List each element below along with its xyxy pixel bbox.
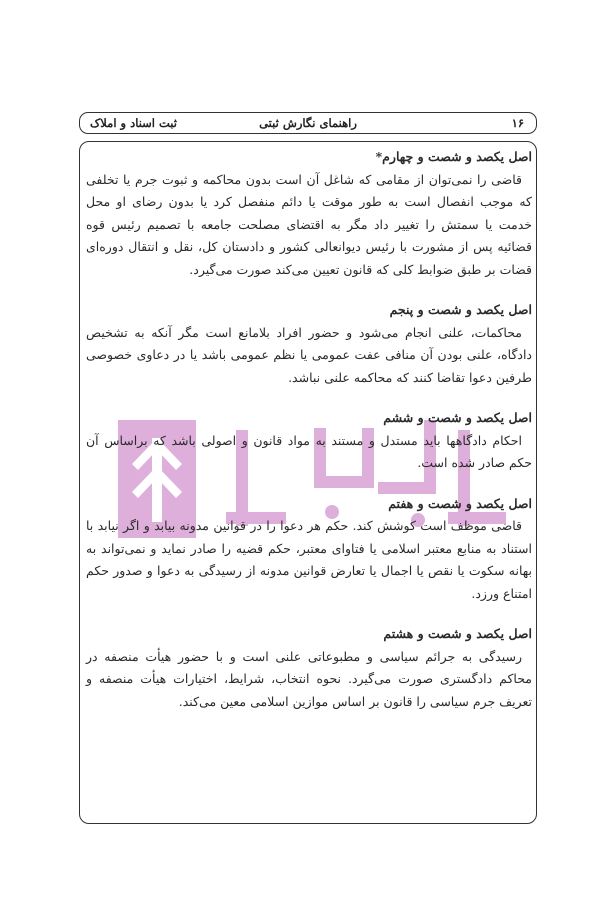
article [86,299,532,389]
article [86,493,532,606]
article-text: قاضی را نمی‌توان از مقامی که شاغل آن است بدون محاکمه و ثبوت جرم یا تخلفی که موجب انفصال است به طور موقت یا دائم منفصل کرد یا بدون رضای او محل خدمت یا سمتش را تغییر داد مگر به اقتضای مصلحت جامعه با تصمیم رئیس قوه قضائیه پس از مشورت با رئیس دیوانعالی کشور و دادستان کل، نقل و انتقال دوره‌ای قضات بر طبق ضوابط کلی که قانون تعیین می‌کند صورت می‌گیرد. [86,171,532,277]
article-text: رسیدگی به جرائم سیاسی و مطبوعاتی علنی است و با حضور هیأت منصفه در محاکم دادگستری صورت می‌گیرد. نحوه انتخاب، شرایط، اختیارات هیأت منصفه و تعریف جرم سیاسی را قانون بر اساس موازین اسلامی معین می‌کند. [86,648,532,709]
article-text: قاضی موظف است کوشش کند. حکم هر دعوا را در قوانین مدونه بیابد و اگر نیابد با استناد به منابع معتبر اسلامی یا فتاوای معتبر، حکم قضیه را صادر نماید و نمی‌تواند به بهانه سکوت یا نقص یا اجمال یا تعارض قوانین مدونه از رسیدگی به دعوا و صدور حکم امتناع ورزد. [86,518,532,601]
series-title: ثبت اسناد و املاک [90,116,177,130]
article-heading: اصل یکصد و شصت و ششم [383,410,532,425]
article-text: احکام دادگاهها باید مستدل و مستند به مواد قانون و اصولی باشد که براساس آن حکم صادر شده است. [86,432,532,470]
running-header [79,112,537,134]
article [86,146,532,281]
article [86,407,532,475]
page-body [86,146,532,713]
running-title: راهنمای نگارش ثبتی [259,116,357,130]
article [86,623,532,713]
article-text: محاکمات، علنی انجام می‌شود و حضور افراد بلامانع است مگر آنکه به تشخیص دادگاه، علنی بودن آن منافی عفت عمومی یا نظم عمومی باشد یا در دعاوی خصوصی طرفین دعوا تقاضا کنند که محاکمه علنی نباشد. [86,324,532,385]
page-number: ۱۶ [511,116,524,130]
article-heading: اصل یکصد و شصت و چهارم* [375,149,532,164]
article-heading: اصل یکصد و شصت و هفتم [388,495,532,511]
article-heading: اصل یکصد و شصت و هشتم [383,626,532,641]
article-heading: اصل یکصد و شصت و پنجم [389,302,532,317]
